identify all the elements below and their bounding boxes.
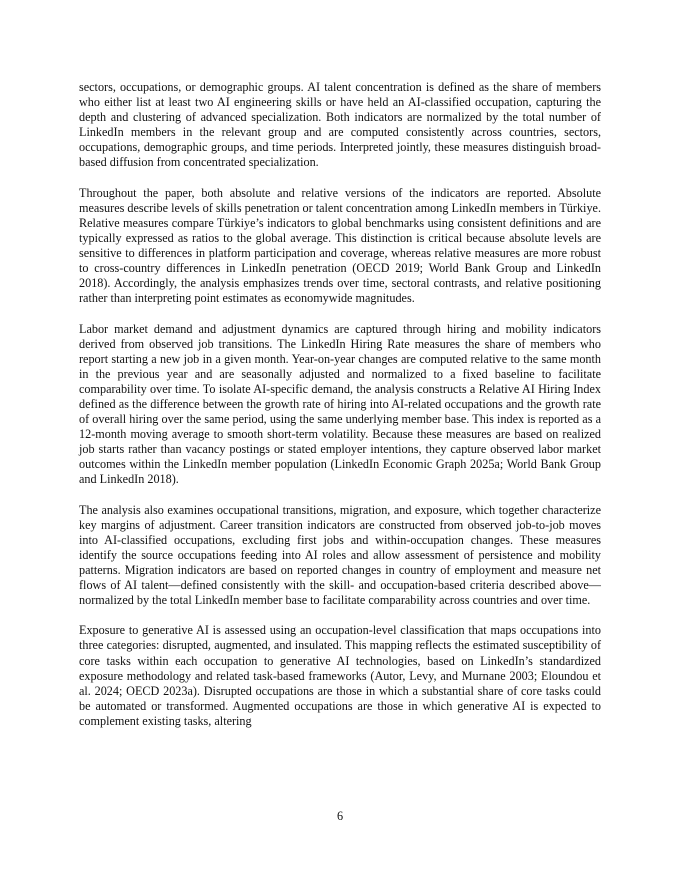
paragraph-generative-ai-exposure: Exposure to generative AI is assessed using an occupation-level classification that maps occupations into three categories: disrupted, augmented, and insulated. This mapping reflects the estimated susceptibility of core tasks within each occupation to generative AI technologies, based on LinkedIn’s standardized exposure methodology and related task-based frameworks (Autor, Levy, and Murnane 2003; Eloundou et al. 2024; OECD 2023a). Disrupted occupations are those in which a substantial share of core tasks could be automated or transformed. Augmented occupations are those in which generative AI is expected to complement existing tasks, altering [79,623,601,728]
paragraph-ai-talent-concentration: sectors, occupations, or demographic groups. AI talent concentration is defined as the share of members who either list at least two AI engineering skills or have held an AI-classified occupation, capturing the depth and clustering of advanced specialization. Both indicators are normalized by the total number of LinkedIn members in the relevant group and are computed consistently across countries, sectors, occupations, demographic groups, and time periods. Interpreted jointly, these measures distinguish broad-based diffusion from concentrated specialization. [79,80,601,170]
paragraph-labor-market-demand: Labor market demand and adjustment dynamics are captured through hiring and mobility indicators derived from observed job transitions. The LinkedIn Hiring Rate measures the share of members who report starting a new job in a given month. Year-on-year changes are computed relative to the same month in the previous year and are seasonally adjusted and normalized to a fixed baseline to facilitate comparability over time. To isolate AI-specific demand, the analysis constructs a Relative AI Hiring Index defined as the difference between the growth rate of hiring into AI-related occupations and the growth rate of overall hiring over the same period, using the same underlying member base. This index is reported as a 12-month moving average to smooth short-term volatility. Because these measures are based on realized job starts rather than vacancy postings or stated employer intentions, they capture observed labor market outcomes within the LinkedIn member population (LinkedIn Economic Graph 2025a; World Bank Group and LinkedIn 2018). [79,321,601,487]
paragraph-absolute-relative-indicators: Throughout the paper, both absolute and relative versions of the indicators are reported. Absolute measures describe levels of skills penetration or talent concentration among LinkedIn members in Türkiye. Relative measures compare Türkiye’s indicators to global benchmarks using consistent definitions and are typically expressed as ratios to the global average. This distinction is critical because absolute levels are sensitive to differences in platform participation and coverage, whereas relative measures are more robust to cross-country differences in LinkedIn penetration (OECD 2019; World Bank Group and LinkedIn 2018). Accordingly, the analysis emphasizes trends over time, sectoral contrasts, and relative positioning rather than interpreting point estimates as economywide magnitudes. [79,185,601,306]
page-body [79,80,601,744]
paragraph-occupational-transitions: The analysis also examines occupational transitions, migration, and exposure, which together characterize key margins of adjustment. Career transition indicators are constructed from observed job-to-job moves into AI-classified occupations, excluding first jobs and within-occupation changes. These measures identify the source occupations feeding into AI roles and allow assessment of persistence and mobility patterns. Migration indicators are based on reported changes in country of employment and measure net flows of AI talent—defined consistently with the skill- and occupation-based criteria described above—normalized by the total LinkedIn member base to facilitate comparability across countries and over time. [79,502,601,608]
page-number: 6 [336,809,344,823]
